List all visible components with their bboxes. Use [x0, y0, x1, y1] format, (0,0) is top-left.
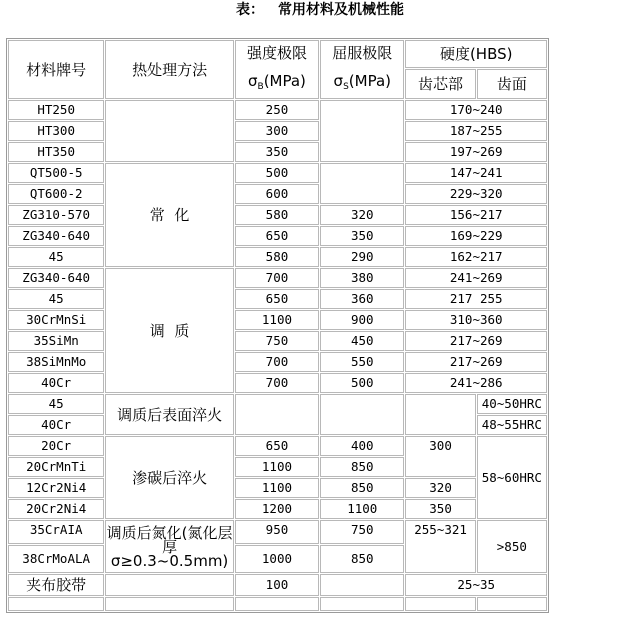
material-cell: 38CrMoALA	[8, 545, 104, 573]
hardness-cell: 147~241	[405, 163, 547, 183]
strength-cell: 700	[235, 373, 319, 393]
header-surface: 齿面	[477, 69, 547, 99]
material-cell: HT300	[8, 121, 104, 141]
core-cell: 300	[405, 436, 475, 477]
hardness-cell: 310~360	[405, 310, 547, 330]
hardness-cell: 170~240	[405, 100, 547, 120]
empty-cell	[320, 597, 404, 611]
yield-empty	[320, 574, 404, 596]
header-yield-unit: $\sigma_S(MPa)$	[333, 71, 391, 92]
empty-cell	[235, 597, 319, 611]
treatment-nitride: 调质后氮化(氮化层厚σ≥0.3~0.5mm)	[105, 520, 233, 573]
material-cell: 40Cr	[8, 415, 104, 435]
core-empty	[405, 394, 475, 435]
yield-cell: 850	[320, 457, 404, 477]
hardness-cell: 241~269	[405, 268, 547, 288]
surface-merged: >850	[477, 520, 547, 573]
hardness-cell: 162~217	[405, 247, 547, 267]
material-cell: 20Cr	[8, 436, 104, 456]
table-title-text: 常用材料及机械性能	[278, 2, 404, 18]
treatment-carburize: 渗碳后淬火	[105, 436, 233, 519]
treatment-empty	[105, 100, 233, 162]
yield-cell: 850	[320, 545, 404, 573]
treatment-quench: 调质后表面淬火	[105, 394, 233, 435]
strength-cell: 300	[235, 121, 319, 141]
strength-cell: 700	[235, 352, 319, 372]
header-strength-label: 强度极限	[246, 43, 307, 62]
header-strength	[235, 40, 319, 99]
yield-empty	[320, 100, 404, 162]
yield-cell: 290	[320, 247, 404, 267]
header-yield-label: 屈服极限	[332, 43, 393, 62]
strength-cell: 500	[235, 163, 319, 183]
treatment-normalize: 常 化	[105, 163, 233, 267]
material-cell: 35SiMn	[8, 331, 104, 351]
header-strength-unit: $\sigma_B(MPa)$	[248, 71, 306, 92]
header-material: 材料牌号	[8, 40, 104, 99]
table-title-label: 表：	[236, 2, 264, 18]
yield-cell: 360	[320, 289, 404, 309]
strength-cell: 650	[235, 226, 319, 246]
material-cell: 12Cr2Ni4	[8, 478, 104, 498]
strength-cell: 950	[235, 520, 319, 544]
treatment-empty	[105, 574, 233, 596]
yield-cell: 400	[320, 436, 404, 456]
empty-cell	[405, 597, 475, 611]
strength-cell: 700	[235, 268, 319, 288]
header-yield	[320, 40, 404, 99]
material-cell: HT350	[8, 142, 104, 162]
material-cell: 45	[8, 289, 104, 309]
strength-cell: 750	[235, 331, 319, 351]
hardness-cell: 217~269	[405, 331, 547, 351]
hardness-cell: 229~320	[405, 184, 547, 204]
yield-cell: 450	[320, 331, 404, 351]
material-cell: 38SiMnMo	[8, 352, 104, 372]
strength-cell: 600	[235, 184, 319, 204]
yield-empty	[320, 394, 404, 435]
yield-cell: 500	[320, 373, 404, 393]
strength-cell: 100	[235, 574, 319, 596]
empty-cell	[477, 597, 547, 611]
surface-cell: 48~55HRC	[477, 415, 547, 435]
strength-cell: 1000	[235, 545, 319, 573]
strength-cell: 250	[235, 100, 319, 120]
strength-cell: 1100	[235, 478, 319, 498]
strength-cell: 650	[235, 289, 319, 309]
header-hardness: 硬度(HBS)	[405, 40, 547, 68]
yield-empty	[320, 163, 404, 204]
yield-cell: 900	[320, 310, 404, 330]
hardness-cell: 156~217	[405, 205, 547, 225]
material-cell: 20CrMnTi	[8, 457, 104, 477]
hardness-cell: 217 255	[405, 289, 547, 309]
hardness-cell: 217~269	[405, 352, 547, 372]
strength-cell: 350	[235, 142, 319, 162]
material-cell: 45	[8, 247, 104, 267]
yield-cell: 850	[320, 478, 404, 498]
core-cell: 350	[405, 499, 475, 519]
material-cell: ZG310-570	[8, 205, 104, 225]
hardness-cell: 169~229	[405, 226, 547, 246]
hardness-cell: 25~35	[405, 574, 547, 596]
strength-cell: 1200	[235, 499, 319, 519]
core-merged: 255~321	[405, 520, 475, 573]
surface-cell: 40~50HRC	[477, 394, 547, 414]
material-cell: QT500-5	[8, 163, 104, 183]
material-cell: 30CrMnSi	[8, 310, 104, 330]
empty-cell	[8, 597, 104, 611]
yield-cell: 550	[320, 352, 404, 372]
strength-cell: 1100	[235, 310, 319, 330]
surface-merged: 58~60HRC	[477, 436, 547, 519]
header-core: 齿芯部	[405, 69, 475, 99]
strength-cell: 650	[235, 436, 319, 456]
material-cell: 20Cr2Ni4	[8, 499, 104, 519]
material-cell: HT250	[8, 100, 104, 120]
strength-cell: 580	[235, 205, 319, 225]
empty-cell	[105, 597, 233, 611]
material-cell: ZG340-640	[8, 226, 104, 246]
hardness-cell: 241~286	[405, 373, 547, 393]
hardness-cell: 187~255	[405, 121, 547, 141]
material-cell: 夹布胶带	[8, 574, 104, 596]
strength-empty	[235, 394, 319, 435]
yield-cell: 320	[320, 205, 404, 225]
yield-cell: 350	[320, 226, 404, 246]
strength-cell: 1100	[235, 457, 319, 477]
yield-cell: 1100	[320, 499, 404, 519]
material-cell: QT600-2	[8, 184, 104, 204]
yield-cell: 750	[320, 520, 404, 544]
yield-cell: 380	[320, 268, 404, 288]
material-cell: ZG340-640	[8, 268, 104, 288]
material-cell: 45	[8, 394, 104, 414]
materials-table	[6, 38, 549, 613]
hardness-cell: 197~269	[405, 142, 547, 162]
header-treatment: 热处理方法	[105, 40, 233, 99]
material-cell: 35CrAIA	[8, 520, 104, 544]
table-title	[0, 0, 640, 20]
treatment-temper: 调 质	[105, 268, 233, 393]
material-cell: 40Cr	[8, 373, 104, 393]
core-cell: 320	[405, 478, 475, 498]
strength-cell: 580	[235, 247, 319, 267]
